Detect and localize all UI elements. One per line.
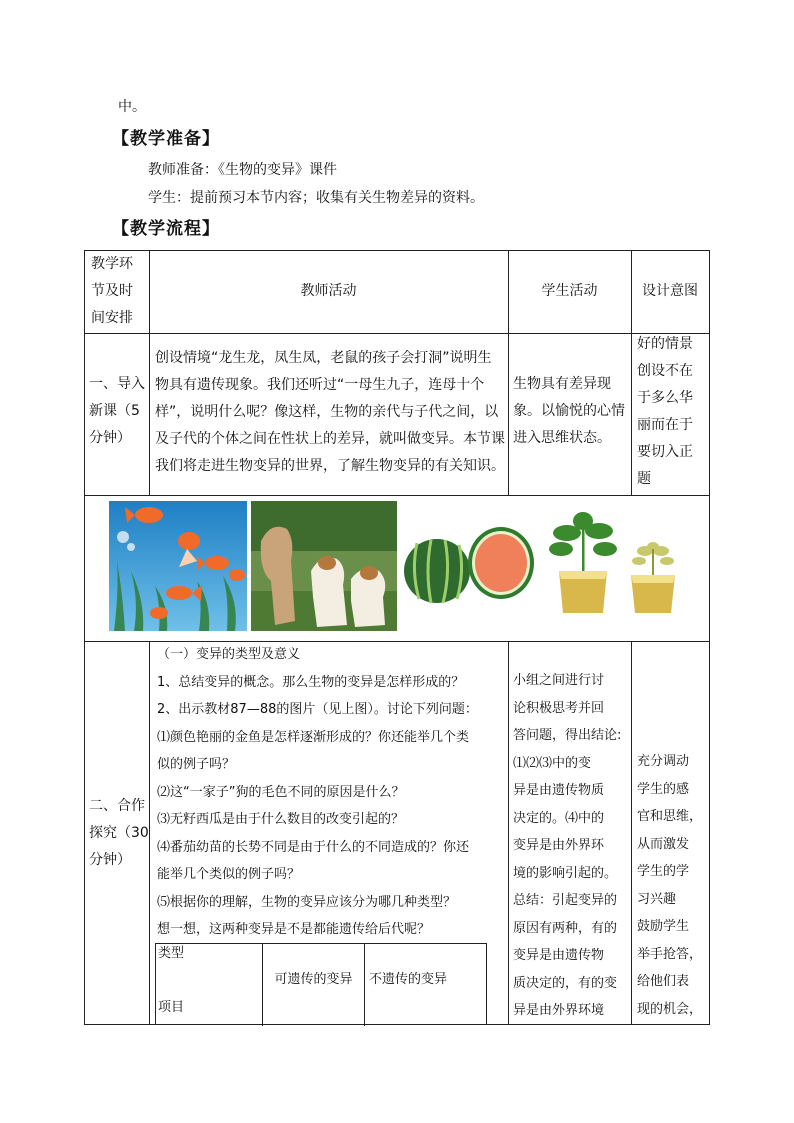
col-divider	[631, 641, 632, 1025]
inner-nonheritable-header: 不遗传的变异	[369, 972, 448, 987]
teaching-flow-table	[84, 250, 710, 1025]
inner-corner-item: 项目	[158, 1000, 185, 1015]
flow-heading: 【教学流程】	[112, 219, 220, 239]
row1-stage: 一、导入 新课（5 分钟）	[89, 376, 145, 446]
col-divider	[149, 641, 150, 1025]
goldfish-picture	[109, 501, 247, 631]
header-teacher-activity: 教师活动	[300, 283, 357, 299]
prep-teacher-text: 教师准备：《生物的变异》课件	[148, 162, 337, 178]
tomato-seedling-picture	[547, 509, 619, 615]
row1-student-activity: 生物具有差异现 象。以愉悦的心情 进入思维状态。	[513, 376, 625, 446]
row2-teacher-activity: （一）变异的类型及意义 1、总结变异的概念。那么生物的变异是怎样形成的？ 2、出示教材87—88的图片（见上图）。讨论下列问题： ⑴颜色艳丽的金鱼是怎样逐渐形成的？你还能举几个类 似的例子吗？ ⑵这“一家子”狗的毛色不同的原因是什么？ ⑶无籽西瓜是由于什么数目的改变引起的？ ⑷番茄幼苗的长势不同是由于什么的不同造成的？你还 能举几个类似的例子吗？ ⑸根据你的理解，生物的变异应该分为哪几种类型？ 想一想，这两种变异是不是都能遗传给后代呢？	[157, 647, 478, 937]
row2-stage: 二、合作 探究（30 分钟）	[89, 798, 149, 868]
prep-student-text: 学生：提前预习本节内容；收集有关生物差异的资料。	[148, 190, 484, 206]
inner-heritable-header: 可遗传的变异	[274, 972, 353, 987]
prep-heading: 【教学准备】	[112, 129, 220, 149]
header-design-intent: 设计意图	[642, 283, 698, 299]
row1-teacher-activity: 创设情境“龙生龙，凤生凤，老鼠的孩子会打洞”说明生 物具有遗传现象。我们还听过“一母生九子，连母十个 样”，说明什么呢？像这样，生物的亲代与子代之间，以 及子代的个体之间在性状上的差异，就叫做变异。本节课 我们将走进生物变异的世界，了解生物变异的有关知识。	[155, 350, 505, 474]
row-divider	[85, 495, 709, 496]
dogs-picture	[251, 501, 397, 631]
header-student-activity: 学生活动	[541, 283, 598, 299]
variation-type-table	[155, 943, 487, 1025]
row2-design-intent: 充分调动 学生的感 官和思维， 从而激发 学生的学 习兴趣 鼓励学生 举手抢答， 给他们表 现的机会，	[637, 754, 703, 1017]
inner-corner-type: 类型	[158, 946, 185, 961]
col-divider	[508, 641, 509, 1025]
row1-design-intent: 好的情景 创设不在 于多么华 丽而在于 要切入正 题	[637, 336, 693, 487]
row2-student-activity: 小组之间进行讨 论积极思考并回 答问题，得出结论: ⑴⑵⑶中的变 异是由遗传物质 决定的。⑷中的 变异是由外界环 境的影响引起的。 总结：引起变异的 原因有两种，有的 变异是由遗传物 质决定的，有的变 异是由外界环境	[513, 673, 622, 1018]
header-stage: 教学环 节及时 间安排	[91, 256, 133, 326]
tomato-seedling-small-picture	[623, 541, 683, 615]
watermelon-picture	[401, 513, 537, 613]
row-divider	[85, 333, 709, 334]
intro-tail-text: 中。	[118, 99, 146, 115]
